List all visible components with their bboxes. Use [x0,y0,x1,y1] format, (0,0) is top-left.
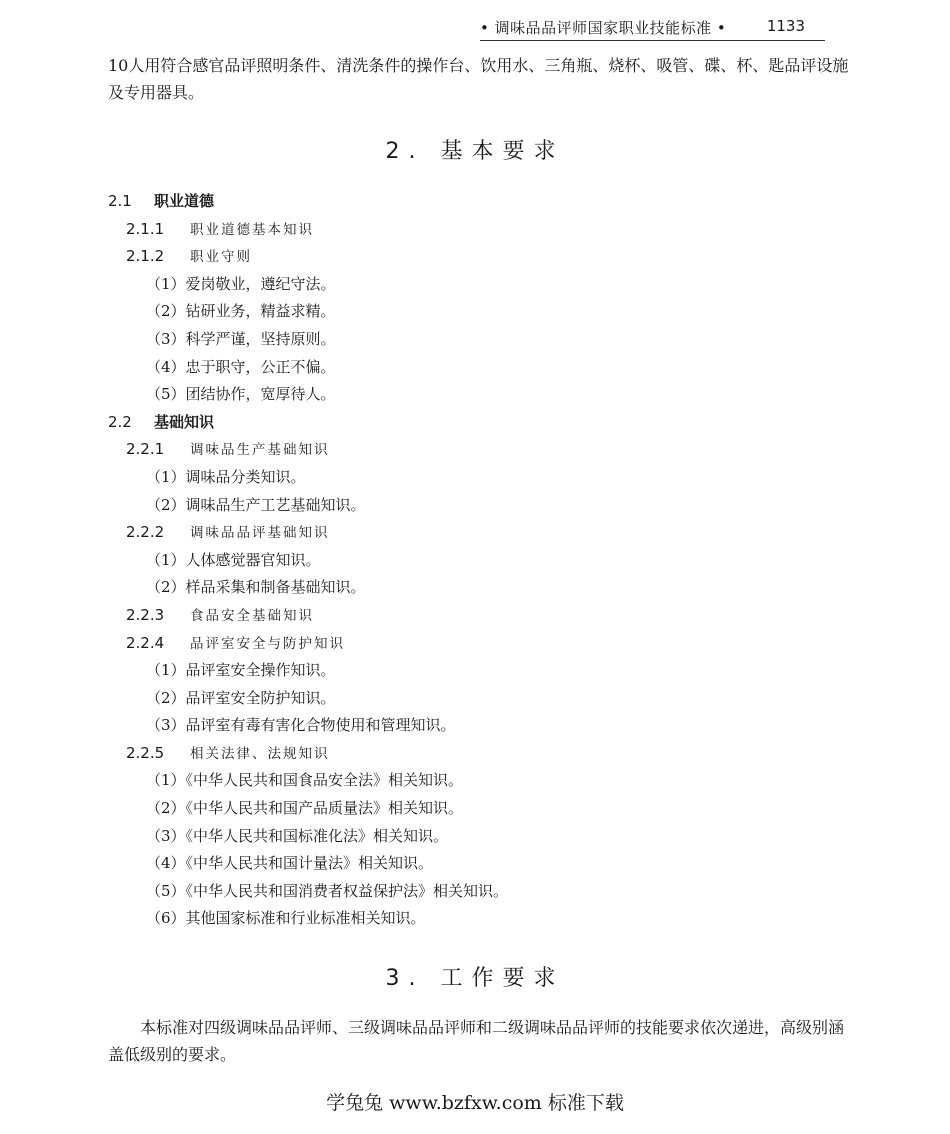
outline-text: 调味品生产基础知识 [190,442,330,459]
outline-number: 2.2.5 [126,743,165,762]
outline-text: 职业道德基本知识 [190,221,314,238]
outline-text: 调味品品评基础知识 [190,525,330,542]
header-title: • 调味品品评师国家职业技能标准 • [480,19,727,37]
list-item [108,823,868,851]
requirements-outline [108,188,868,933]
page-number: 1133 [766,17,805,35]
list-item [108,905,868,933]
outline-text: （1）品评室安全操作知识。 [146,661,336,680]
outline-text: （4）《中华人民共和国计量法》相关知识。 [146,854,434,873]
list-item [108,547,868,575]
subsection-heading [108,519,868,547]
list-item [108,795,868,823]
subsection-heading [108,436,868,464]
outline-number: 2.2.1 [126,440,165,459]
subsection-heading [108,630,868,658]
list-item [108,574,868,602]
outline-number: 2.2.2 [126,523,165,542]
list-item [108,767,868,795]
list-item [108,298,868,326]
watermark-footer: 学兔兔 www.bzfxw.com 标准下载 [326,1092,624,1114]
outline-text: （3）品评室有毒有害化合物使用和管理知识。 [146,716,456,735]
outline-text: 品评室安全与防护知识 [190,635,345,652]
section-title-work-requirements: 3. 工作要求 [385,966,565,991]
outline-number: 2.2.3 [126,605,165,624]
outline-number: 2.1 [108,192,132,210]
outline-text: （2）品评室安全防护知识。 [146,688,336,707]
section-heading [108,409,868,437]
list-item [108,464,868,492]
outline-text: 职业道德 [154,192,215,210]
outline-text: 基础知识 [154,412,215,431]
outline-text: 食品安全基础知识 [190,607,314,624]
outline-text: （5）团结协作，宽厚待人。 [146,385,336,404]
outline-text: （1）《中华人民共和国食品安全法》相关知识。 [146,771,464,790]
outline-text: （5）《中华人民共和国消费者权益保护法》相关知识。 [146,881,509,900]
outline-text: 相关法律、法规知识 [190,745,330,762]
section-title-basic-requirements: 2. 基本要求 [385,139,565,164]
list-item [108,878,868,906]
outline-text: （2）《中华人民共和国产品质量法》相关知识。 [146,799,464,818]
list-item [108,354,868,382]
outline-number: 2.1.1 [126,219,165,238]
outline-number: 2.2.4 [126,633,165,652]
outline-number: 2.1.2 [126,247,165,266]
intro-paragraph: 10人用符合感官品评照明条件、清洗条件的操作台、饮用水、三角瓶、烧杯、吸管、碟、杯、匙品评设施及专用器具。 [108,56,849,102]
work-requirements-paragraph: 本标准对四级调味品品评师、三级调味品品评师和二级调味品品评师的技能要求依次递进，高级别涵盖低级别的要求。 [108,1018,845,1064]
outline-text: （2）调味品生产工艺基础知识。 [146,495,366,514]
list-item [108,326,868,354]
list-item [108,381,868,409]
outline-text: （2）钻研业务，精益求精。 [146,302,336,321]
outline-text: （1）调味品分类知识。 [146,467,306,486]
outline-text: （6）其他国家标准和行业标准相关知识。 [146,909,426,928]
outline-text: （3）《中华人民共和国标准化法》相关知识。 [146,826,449,845]
subsection-heading [108,243,868,271]
running-header [480,12,825,41]
outline-text: （3）科学严谨，坚持原则。 [146,329,336,348]
list-item [108,657,868,685]
list-item [108,712,868,740]
outline-text: （2）样品采集和制备基础知识。 [146,578,366,597]
outline-text: 职业守则 [190,249,252,266]
list-item [108,685,868,713]
subsection-heading [108,602,868,630]
outline-text: （1）爱岗敬业，遵纪守法。 [146,274,336,293]
list-item [108,850,868,878]
outline-number: 2.2 [108,412,132,431]
outline-text: （1）人体感觉器官知识。 [146,550,321,569]
subsection-heading [108,216,868,244]
list-item [108,492,868,520]
subsection-heading [108,740,868,768]
section-heading [108,188,868,216]
list-item [108,271,868,299]
outline-text: （4）忠于职守，公正不偏。 [146,357,336,376]
